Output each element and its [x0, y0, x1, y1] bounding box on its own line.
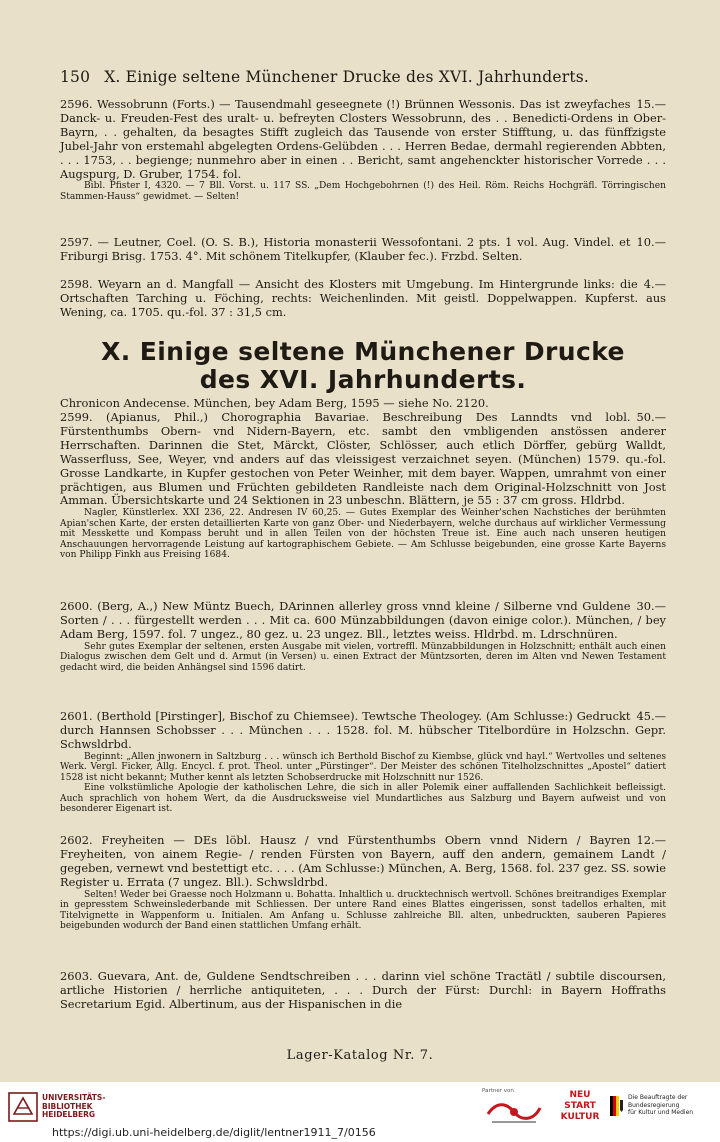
page-number: 150 [60, 68, 91, 86]
federal-eagle-icon [610, 1096, 624, 1116]
bkm-line1: Die Beauftragte der Bundesregierung [628, 1094, 688, 1109]
neustart-line2: START [564, 1101, 596, 1111]
entry-2597 [60, 236, 666, 264]
viewer-bottom-bar [0, 1082, 720, 1142]
entry-2599 [60, 411, 666, 561]
price: 50.— [636, 410, 666, 424]
entry-2602 [60, 834, 666, 932]
entry-note: Sehr gutes Exemplar der seltenen, ersten Ausgabe mit vielen, vortreffl. Münzabbildungen in Holzschnitt; enthält auch einen Dialogus zwischen dem Gelt und d. Armut (in Versen) u. einen Extract der Müntzsorten, deren im Alten vnd Newen Testament gedacht wird, die beiden Anhängsel sind 1596 datirt. [60, 641, 666, 673]
running-title: X. Einige seltene Münchener Drucke des XVI. Jahrhunderts. [104, 68, 590, 86]
ub-seal-icon [8, 1092, 38, 1122]
entry-text: 2603. Guevara, Ant. de, Guldene Sendtschreiben . . . darinn viel schöne Tractätl / subtile discoursen, artliche Historien / herrliche antiquiteten, . . . Durch der Fürst: Durchl: in Bayern Hoffraths Secretarium Egid. Albertinum, aus der Hispanischen in die [60, 969, 666, 1011]
neustart-line1: NEU [569, 1090, 591, 1100]
library-name-2: BIBLIOTHEK [42, 1101, 93, 1111]
entry-2601 [60, 710, 666, 815]
price: 45.— [636, 709, 666, 723]
permalink-url[interactable]: https://digi.ub.uni-heidelberg.de/diglit/lentner1911_7/0156 [52, 1126, 376, 1139]
entry-note: Nagler, Künstlerlex. XXI 236, 22. Andresen IV 60,25. — Gutes Exemplar des Weinher'schen Nachstiches der berühmten Apian'schen Karte, der ersten detaillierten Karte von ganz Ober- und Niederbayern, welche durchaus auf wirklicher Vermessung mit Messkette und Kompass beruht und in allen Teilen von der höchsten Treue ist. Eine auch nach unseren heutigen Anschauungen hervorragende Leistung auf kartographischem Gebiete. — Am Schlusse beigebunden, eine grosse Karte Bayerns von Philipp Finkh aus Freising 1684. [60, 508, 666, 561]
entry-note: Bibl. Pfister I, 4320. — 7 Bll. Vorst. u. 117 SS. „Dem Hochgebohrnen (!) des Heil. Röm. Reichs Hochgräfl. Törringischen Stammen-Hauss“ gewidmet. — Selten! [60, 181, 666, 202]
entry-chronicon [60, 397, 666, 411]
neustart-line3: KULTUR [560, 1112, 600, 1122]
bkm-line2: für Kultur und Medien [628, 1109, 694, 1116]
price: 4.— [643, 277, 666, 291]
ub-heidelberg-logo[interactable] [8, 1092, 128, 1126]
price: 12.— [636, 833, 666, 847]
catalog-footer: Lager-Katalog Nr. 7. [286, 1048, 434, 1063]
partner-logo-icon[interactable] [484, 1096, 544, 1126]
entry-text: 2599. (Apianus, Phil.,) Chorographia Bavariae. Beschreibung Des Lanndts vnd lobl. Fürstenthumbs Obern- vnd Nidern-Bayern, etc. sambt den vmbligenden anstössen anderer Herrschaften. Darinnen die Stet, Märckt, Clöster, Schlösser, auch etlich Dörffer, gebürg Walldt, Wasserfluss, See, Weyer, vnd anders auf das vleissigest verzaichnet seyen. (München) 1579. qu.-fol. Grosse Landkarte, in Kupfer gestochen von Peter Weinher, mit dem bayer. Wappen, umrahmt von einer prächtigen, aus Blumen und Früchten gebildeten Randleiste nach dem Original-Holzschnitt von Jost Amman. Übersichtskarte und 24 Sektionen in 23 unbeschn. Blättern, je 55 : 37 cm gross. Hldrbd. [60, 410, 666, 508]
price: 10.— [636, 235, 666, 249]
section-title [60, 338, 666, 394]
entry-text: 2600. (Berg, A.,) New Müntz Buech, DArinnen allerley gross vnnd kleine / Silberne vnd Guldene Sorten / . . . fürgestellt werden . . . Mit ca. 600 Münzabbildungen (davon einige color.). München, / bey Adam Berg, 1597. fol. 7 ungez., 80 gez. u. 23 ungez. Bll., letztes weiss. Hldrbd. m. Ldrschnüren. [60, 599, 666, 641]
section-title-line2: des XVI. Jahrhunderts. [199, 365, 527, 394]
price: 15.— [636, 97, 666, 111]
running-header [60, 68, 680, 86]
partner-label: Partner von [482, 1088, 514, 1094]
entry-text: 2602. Freyheiten — DEs löbl. Hausz / vnd Fürstenthumbs Obern vnnd Nidern / Bayren Freyheiten, von ainem Regie- / renden Fürsten von Bayern, auff den andern, gemainem Landt / gegeben, vernewt vnd bestettigt etc. . . . (Am Schlusse:) München, A. Berg, 1568. fol. 237 gez. SS. sowie Register u. Errata (7 ungez. Bll.). Schwsldrbd. [60, 833, 666, 889]
entry-text: 2598. Weyarn an d. Mangfall — Ansicht des Klosters mit Umgebung. Im Hintergrunde links: die Ortschaften Tarching u. Föching, rechts: Weichenlinden. Mit geistl. Doppelwappen. Kupferst. aus Wening, ca. 1705. qu.-fol. 37 : 31,5 cm. [60, 277, 666, 319]
entry-2596 [60, 98, 666, 202]
entry-2598 [60, 278, 666, 320]
library-name-3: HEIDELBERG [42, 1110, 96, 1120]
entry-text: Chronicon Andecense. München, bey Adam Berg, 1595 — siehe No. 2120. [60, 396, 489, 410]
entry-text: 2597. — Leutner, Coel. (O. S. B.), Historia monasterii Wessofontani. 2 pts. 1 vol. Aug. Vindel. et Friburgi Brisg. 1753. 4°. Mit schönem Titelkupfer, (Klauber fec.). Frzbd. Selten. [60, 235, 631, 263]
neustart-kultur-logo[interactable] [560, 1090, 600, 1134]
bkm-logo[interactable] [610, 1092, 716, 1132]
library-name-1: UNIVERSITÄTS- [42, 1093, 106, 1102]
entry-note: Beginnt: „Allen jnwonern in Saltzburg . . . wünsch ich Berthold Bischof zu Kiembse, glück vnd hayl.“ Wertvolles und seltenes Werk. Vergl. Ficker, Allg. Encycl. f. prot. Theol. unter „Pürstinger“. Der Meister des schönen Titelholzschnittes „Apostel“ datiert 1528 ist nicht bekannt; Muther kennt als letzten Schobserdrucke mit Holzschnitt nur 1526. Eine volkstümliche Apologie der katholischen Lehre, die sich in aller Polemik einer auffallenden Sachlichkeit befleissigt. Auch sprachlich von hohem Wert, da die Ausdrucksweise viel Mundartliches aus Salzburg und Bayern aufweist und von besonderer Eigenart ist. [60, 751, 666, 815]
entry-note: Selten! Weder bei Graesse noch Holzmann u. Bohatta. Inhaltlich u. drucktechnisch wertvoll. Schönes breitrandiges Exemplar in gepresstem Schweinslederbande mit Schliessen. Der untere Rand eines Blattes eingerissen, sonst tadellos erhalten, mit Titelvignette in Wappenform u. Initialen. Am Anfang u. Schlusse zahlreiche Bll. alten, unbedruckten, sauberen Papieres beigebunden wodurch der Band einen stattlichen Umfang erhält. [60, 889, 666, 932]
entry-2603 [60, 970, 666, 1012]
entry-text: 2596. Wessobrunn (Forts.) — Tausendmahl geseegnete (!) Brünnen Wessonis. Das ist zweyfaches Danck- u. Freuden-Fest des uralt- u. befreyten Closters Wessobrunn, des . . Benedicti-Ordens in Ober-Bayrn, . . gehalten, da besagtes Stifft zugleich das Tausende von erster Stifftung, u. das fünffzigste Jubel-Jahr von erstemahl abgelegten Ordens-Gelübden . . . Herren Bedae, dermahl regierenden Abbten, . . . 1753, . . begienge; nunmehro aber in einen . . Bericht, samt angehenckter historischer Vorrede . . . Augspurg, D. Gruber, 1754. fol. [60, 97, 666, 181]
entry-text: 2601. (Berthold [Pirstinger], Bischof zu Chiemsee). Tewtsche Theologey. (Am Schlusse:) Gedruckt durch Hannsen Schobsser . . . München . . . 1528. fol. M. hübscher Titelbordüre in Holzschn. Gepr. Schwsldrbd. [60, 709, 666, 751]
price: 30.— [636, 599, 666, 613]
section-title-line1: X. Einige seltene Münchener Drucke [101, 337, 625, 366]
entry-2600 [60, 600, 666, 673]
